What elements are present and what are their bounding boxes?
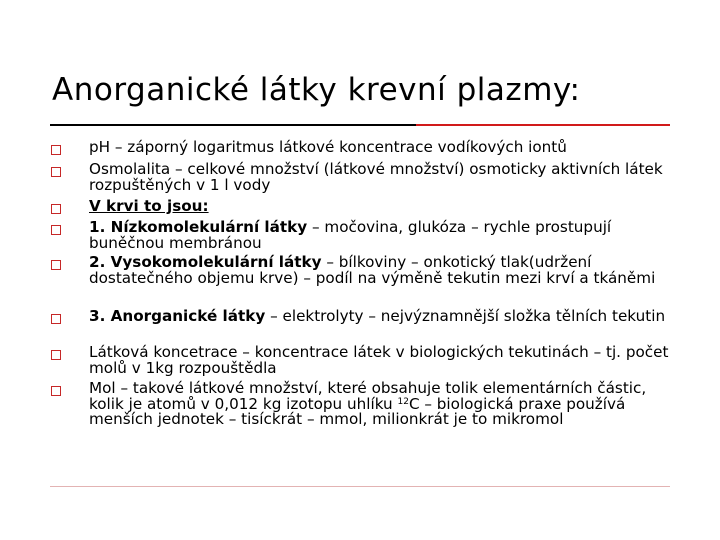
item-text: [89, 199, 674, 215]
mol-text-end: C – biologická praxe používá menších jednotek – tisíckrát – mmol, milionkrát je to mikromol: [89, 394, 626, 428]
item-text: Látková koncetrace – koncentrace látek v biologických tekutinách – tj. počet molů v 1kg rozpouštědla: [89, 343, 669, 377]
square-bullet-icon: [51, 350, 61, 360]
item-rest: – bílkoviny – onkotický tlak(udržení dostatečného objemu krve) – podíl na výměně tekutin mezi krví a tkáněmi: [89, 253, 656, 287]
item-text: [89, 381, 674, 428]
title-rule-red: [416, 124, 670, 126]
square-bullet-icon: [51, 225, 61, 235]
square-bullet-icon: [51, 386, 61, 396]
square-bullet-icon: [51, 167, 61, 177]
item-text: Osmolalita – celkové množství (látkové množství) osmoticky aktivních látek rozpuštěných v 1 l vody: [89, 160, 663, 194]
item-text: pH – záporný logaritmus látkové koncentrace vodíkových iontů: [89, 138, 567, 156]
item-bold-label: 1. Nízkomolekulární látky: [89, 218, 308, 236]
bottom-rule: [50, 486, 670, 487]
item-text: [89, 255, 674, 286]
square-bullet-icon: [51, 314, 61, 324]
item-rest: – močovina, glukóza – rychle prostupují buněčnou membránou: [89, 218, 612, 252]
slide-title: Anorganické látky krevní plazmy:: [52, 72, 581, 108]
item-text: [89, 309, 674, 325]
item-text: [89, 220, 674, 251]
mol-text-start: Mol – takové látkové množství, které obsahuje tolik elementárních částic, kolik je atomů v 0,012 kg izotopu uhlíku: [89, 379, 647, 413]
item-rest: – elektrolyty – nejvýznamnější složka tělních tekutin: [265, 307, 666, 325]
item-bold-label: 3. Anorganické látky: [89, 307, 266, 325]
title-rule-black: [50, 124, 416, 126]
square-bullet-icon: [51, 260, 61, 270]
square-bullet-icon: [51, 145, 61, 155]
isotope-superscript: 12: [397, 396, 409, 407]
square-bullet-icon: [51, 204, 61, 214]
underlined-heading: V krvi to jsou:: [89, 197, 209, 215]
item-bold-label: 2. Vysokomolekulární látky: [89, 253, 322, 271]
